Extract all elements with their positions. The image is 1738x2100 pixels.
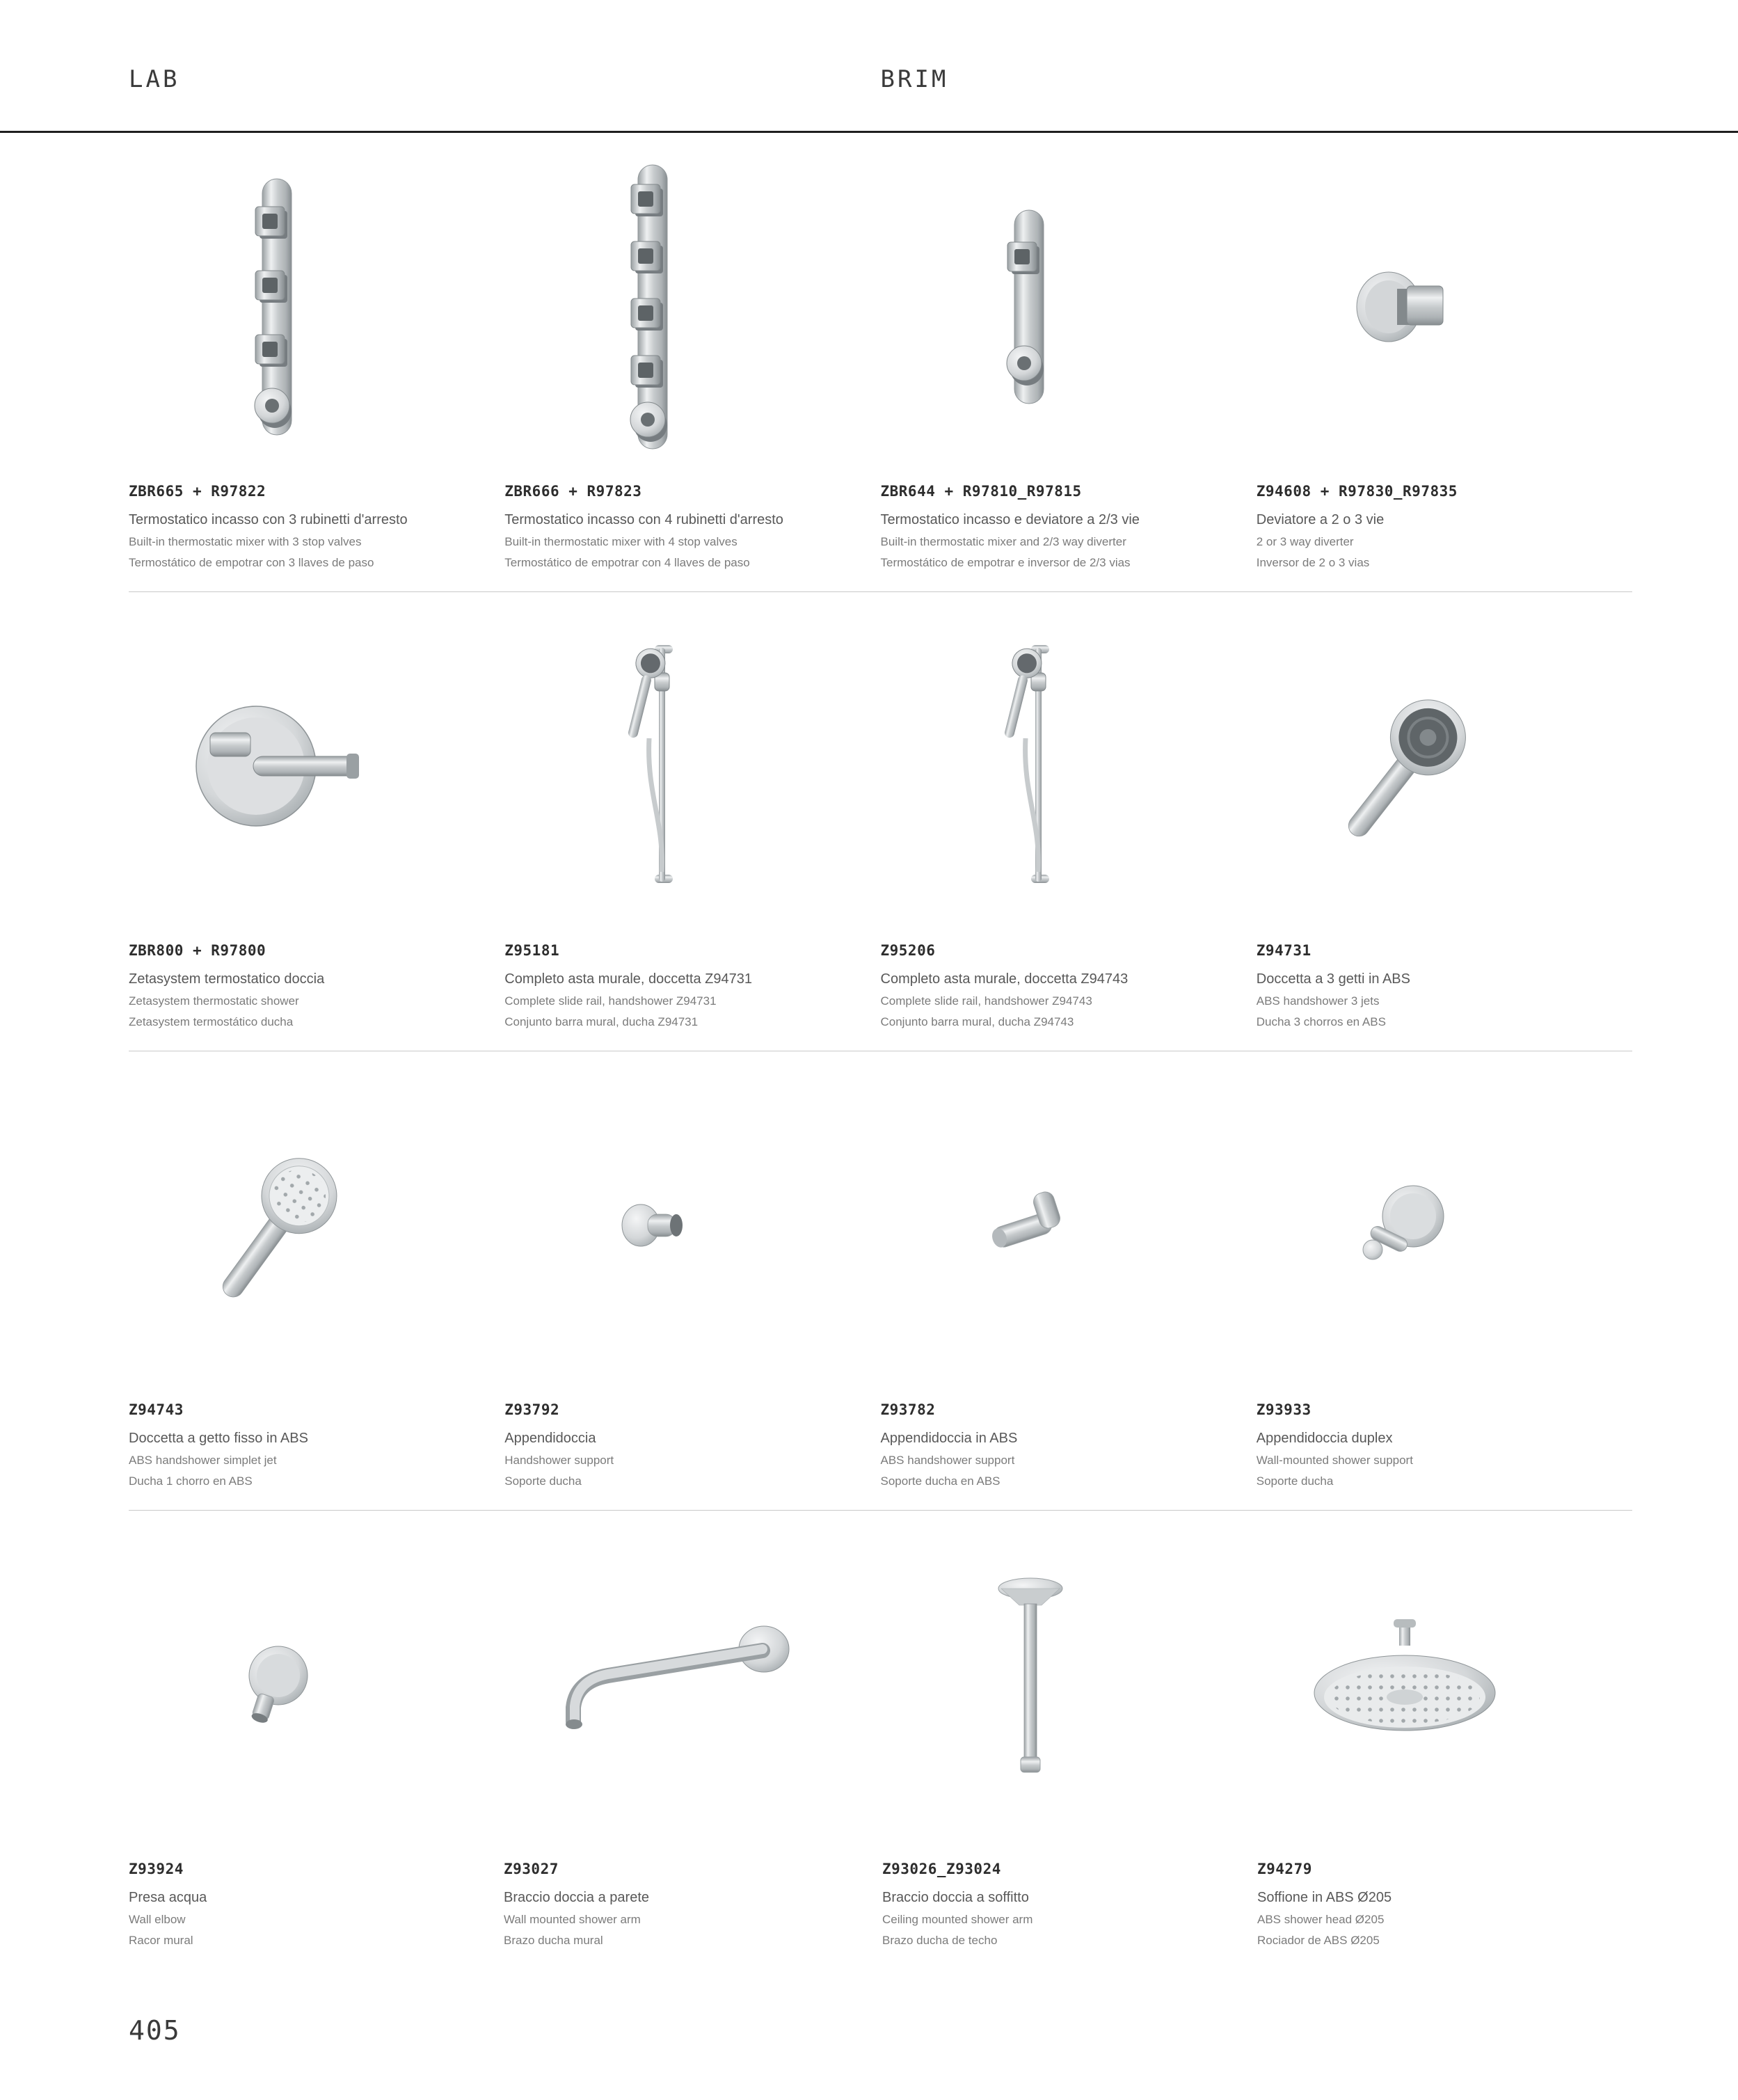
product-cell — [129, 1051, 504, 1492]
product-code: Z93026_Z93024 — [882, 1861, 1001, 1877]
product-cell — [881, 1051, 1257, 1492]
product-desc-en: 2 or 3 way diverter — [1256, 535, 1354, 548]
product-desc-en: ABS shower head Ø205 — [1257, 1913, 1385, 1926]
product-desc-it: Braccio doccia a soffitto — [882, 1890, 1029, 1905]
product-cell — [1257, 1511, 1632, 1951]
plate-4-knobs-image — [504, 133, 859, 481]
plate-3-knobs-image — [129, 133, 484, 481]
product-cell — [1257, 1051, 1632, 1492]
product-desc-es: Rociador de ABS Ø205 — [1257, 1934, 1380, 1947]
product-desc-es: Brazo ducha mural — [504, 1934, 603, 1947]
slide-rail-image — [881, 592, 1236, 940]
product-code: Z93924 — [129, 1861, 184, 1877]
shower-arm-wall-image — [504, 1511, 861, 1859]
product-code: Z93782 — [880, 1401, 936, 1418]
product-desc-it: Termostatico incasso con 4 rubinetti d'arresto — [504, 512, 783, 527]
product-desc-it: Soffione in ABS Ø205 — [1257, 1890, 1392, 1905]
product-desc-it: Termostatico incasso con 3 rubinetti d'arresto — [129, 512, 408, 527]
product-desc-en: Complete slide rail, handshower Z94731 — [504, 994, 717, 1008]
product-desc-en: Zetasystem thermostatic shower — [129, 994, 299, 1008]
product-code: Z94608 + R97830_R97835 — [1256, 483, 1458, 500]
product-code: Z94731 — [1256, 942, 1312, 959]
round-thermostatic-image — [129, 592, 484, 940]
product-code: Z93792 — [504, 1401, 560, 1418]
product-desc-it: Presa acqua — [129, 1890, 207, 1905]
support-duplex-image — [1257, 1051, 1611, 1399]
product-desc-it: Completo asta murale, doccetta Z94731 — [504, 971, 753, 987]
product-desc-it: Zetasystem termostatico doccia — [129, 971, 325, 987]
product-desc-es: Racor mural — [129, 1934, 193, 1947]
product-desc-en: Wall mounted shower arm — [504, 1913, 641, 1926]
product-cell — [504, 1511, 882, 1951]
support-abs-image — [881, 1051, 1236, 1399]
product-desc-es: Termostático de empotrar con 4 llaves de paso — [504, 556, 750, 569]
product-row — [129, 133, 1632, 573]
product-desc-es: Inversor de 2 o 3 vias — [1256, 556, 1370, 569]
product-code: Z93933 — [1256, 1401, 1312, 1418]
product-cell — [129, 1511, 504, 1951]
product-cell — [504, 133, 880, 573]
product-desc-es: Soporte ducha en ABS — [880, 1474, 1000, 1488]
product-desc-es: Ducha 1 chorro en ABS — [129, 1474, 253, 1488]
product-cell — [882, 1511, 1257, 1951]
product-code: ZBR644 + R97810_R97815 — [880, 483, 1082, 500]
series-title: BRIM — [880, 65, 949, 93]
product-cell — [1257, 592, 1632, 1033]
product-desc-it: Doccetta a getto fisso in ABS — [129, 1431, 308, 1446]
product-code: Z94743 — [129, 1401, 184, 1418]
product-cell — [504, 592, 880, 1033]
product-desc-en: Built-in thermostatic mixer and 2/3 way diverter — [880, 535, 1126, 548]
product-desc-en: Built-in thermostatic mixer with 3 stop valves — [129, 535, 362, 548]
handshower-3jet-image — [1257, 592, 1611, 940]
product-row — [129, 1511, 1632, 1951]
product-code: Z95181 — [504, 942, 560, 959]
product-desc-es: Soporte ducha — [504, 1474, 582, 1488]
shower-arm-ceiling-image — [882, 1511, 1236, 1859]
product-cell — [881, 133, 1257, 573]
product-desc-en: Wall elbow — [129, 1913, 186, 1926]
product-row — [129, 1051, 1632, 1492]
product-desc-it: Doccetta a 3 getti in ABS — [1256, 971, 1410, 987]
support-peg-image — [504, 1051, 859, 1399]
product-code: ZBR800 + R97800 — [129, 942, 266, 959]
product-cell — [129, 592, 504, 1033]
product-cell — [504, 1051, 880, 1492]
shower-head-image — [1257, 1511, 1611, 1859]
handshower-1jet-image — [129, 1051, 484, 1399]
page-number: 405 — [129, 2015, 181, 2046]
product-desc-es: Soporte ducha — [1256, 1474, 1334, 1488]
product-desc-it: Appendidoccia in ABS — [880, 1431, 1018, 1446]
product-code: Z94279 — [1257, 1861, 1312, 1877]
wall-elbow-image — [129, 1511, 483, 1859]
product-desc-it: Appendidoccia duplex — [1256, 1431, 1393, 1446]
product-code: Z95206 — [880, 942, 936, 959]
collection-title: LAB — [129, 65, 180, 93]
product-desc-es: Conjunto barra mural, ducha Z94743 — [880, 1015, 1074, 1028]
product-desc-es: Ducha 3 chorros en ABS — [1256, 1015, 1386, 1028]
product-desc-it: Braccio doccia a parete — [504, 1890, 650, 1905]
product-desc-en: Complete slide rail, handshower Z94743 — [880, 994, 1092, 1008]
product-desc-it: Termostatico incasso e deviatore a 2/3 vie — [880, 512, 1140, 527]
product-desc-it: Appendidoccia — [504, 1431, 596, 1446]
product-cell — [129, 133, 504, 573]
product-desc-es: Termostático de empotrar con 3 llaves de paso — [129, 556, 374, 569]
product-grid — [0, 133, 1738, 1951]
product-desc-en: ABS handshower 3 jets — [1256, 994, 1380, 1008]
product-desc-en: Handshower support — [504, 1454, 614, 1467]
product-code: ZBR665 + R97822 — [129, 483, 266, 500]
product-desc-es: Termostático de empotrar e inversor de 2/3 vias — [880, 556, 1131, 569]
product-cell — [1257, 133, 1632, 573]
product-desc-en: Ceiling mounted shower arm — [882, 1913, 1033, 1926]
slide-rail-image — [504, 592, 859, 940]
page-header — [0, 64, 1738, 95]
product-desc-it: Deviatore a 2 o 3 vie — [1256, 512, 1385, 527]
product-desc-es: Brazo ducha de techo — [882, 1934, 998, 1947]
round-diverter-image — [1257, 133, 1611, 481]
product-desc-es: Zetasystem termostático ducha — [129, 1015, 294, 1028]
product-code: ZBR666 + R97823 — [504, 483, 642, 500]
product-desc-en: ABS handshower support — [880, 1454, 1015, 1467]
page-footer — [0, 2015, 1738, 2046]
product-code: Z93027 — [504, 1861, 559, 1877]
product-desc-it: Completo asta murale, doccetta Z94743 — [880, 971, 1129, 987]
product-row — [129, 592, 1632, 1033]
product-desc-es: Conjunto barra mural, ducha Z94731 — [504, 1015, 699, 1028]
product-desc-en: ABS handshower simplet jet — [129, 1454, 277, 1467]
product-cell — [881, 592, 1257, 1033]
product-desc-en: Built-in thermostatic mixer with 4 stop valves — [504, 535, 738, 548]
product-desc-en: Wall-mounted shower support — [1256, 1454, 1413, 1467]
plate-2-knobs-image — [881, 133, 1236, 481]
